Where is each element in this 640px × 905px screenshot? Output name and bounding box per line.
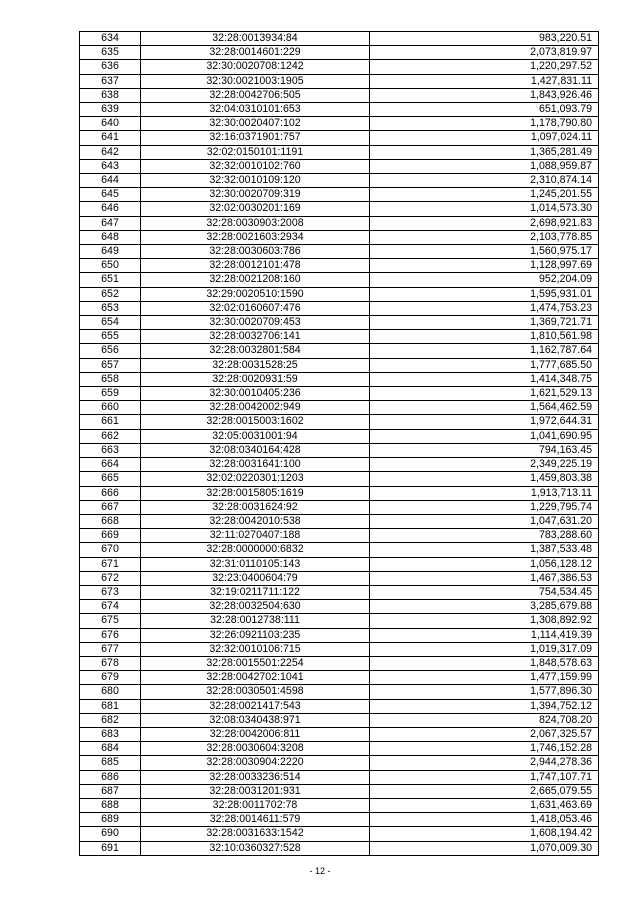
table-row: [80, 131, 599, 145]
cadastral-number-cell: 32:28:0020931:59: [141, 372, 370, 386]
row-number-cell: 686: [80, 770, 141, 784]
cadastral-number-cell: 32:28:0030603:786: [141, 245, 370, 259]
cadastral-number-cell: 32:02:0220301:1203: [141, 472, 370, 486]
value-cell: 1,474,753.23: [370, 301, 599, 315]
row-number-cell: 673: [80, 585, 141, 599]
table-row: [80, 387, 599, 401]
table-row: [80, 273, 599, 287]
value-cell: 1,114,419.39: [370, 628, 599, 642]
value-cell: 1,365,281.49: [370, 145, 599, 159]
value-cell: 824,708.20: [370, 713, 599, 727]
value-cell: 1,014,573.30: [370, 202, 599, 216]
row-number-cell: 688: [80, 798, 141, 812]
cadastral-number-cell: 32:28:0031641:100: [141, 458, 370, 472]
table-row: [80, 614, 599, 628]
value-cell: 2,944,278.36: [370, 756, 599, 770]
cadastral-number-cell: 32:28:0031633:1542: [141, 827, 370, 841]
cadastral-number-cell: 32:28:0033236:514: [141, 770, 370, 784]
value-cell: 1,220,297.52: [370, 60, 599, 74]
table-row: [80, 301, 599, 315]
value-cell: 1,047,631.20: [370, 514, 599, 528]
row-number-cell: 684: [80, 742, 141, 756]
table-row: [80, 458, 599, 472]
table-row: [80, 88, 599, 102]
table-row: [80, 557, 599, 571]
table-body: [80, 32, 599, 856]
table-row: [80, 756, 599, 770]
value-cell: 1,777,685.50: [370, 358, 599, 372]
row-number-cell: 638: [80, 88, 141, 102]
value-cell: 1,577,896.30: [370, 685, 599, 699]
table-row: [80, 514, 599, 528]
value-cell: 1,427,831.11: [370, 74, 599, 88]
value-cell: 1,088,959.87: [370, 159, 599, 173]
value-cell: 1,308,892.92: [370, 614, 599, 628]
page-number: - 12 -: [309, 866, 331, 876]
row-number-cell: 651: [80, 273, 141, 287]
value-cell: 2,067,325.57: [370, 727, 599, 741]
value-cell: 783,288.60: [370, 529, 599, 543]
value-cell: 1,972,644.31: [370, 415, 599, 429]
value-cell: 1,564,462.59: [370, 401, 599, 415]
cadastral-number-cell: 32:28:0030904:2220: [141, 756, 370, 770]
row-number-cell: 670: [80, 543, 141, 557]
cadastral-number-cell: 32:28:0015501:2254: [141, 656, 370, 670]
value-cell: 1,746,152.28: [370, 742, 599, 756]
value-cell: 1,162,787.64: [370, 344, 599, 358]
value-cell: 1,560,975.17: [370, 245, 599, 259]
cadastral-number-cell: 32:28:0021208:160: [141, 273, 370, 287]
cadastral-number-cell: 32:10:0360327:528: [141, 841, 370, 855]
table-row: [80, 472, 599, 486]
cadastral-number-cell: 32:02:0030201:169: [141, 202, 370, 216]
value-cell: 1,178,790.80: [370, 117, 599, 131]
cadastral-number-cell: 32:30:0020708:1242: [141, 60, 370, 74]
cadastral-number-cell: 32:28:0042002:949: [141, 401, 370, 415]
table-row: [80, 259, 599, 273]
table-row: [80, 671, 599, 685]
value-cell: 2,073,819.97: [370, 46, 599, 60]
cadastral-number-cell: 32:28:0031201:931: [141, 784, 370, 798]
row-number-cell: 643: [80, 159, 141, 173]
cadastral-number-cell: 32:30:0021003:1905: [141, 74, 370, 88]
cadastral-number-cell: 32:28:0042006:811: [141, 727, 370, 741]
table-row: [80, 32, 599, 46]
row-number-cell: 682: [80, 713, 141, 727]
value-cell: 2,349,225.19: [370, 458, 599, 472]
value-cell: 1,414,348.75: [370, 372, 599, 386]
value-cell: 1,810,561.98: [370, 330, 599, 344]
row-number-cell: 664: [80, 458, 141, 472]
table-row: [80, 287, 599, 301]
table-row: [80, 443, 599, 457]
row-number-cell: 690: [80, 827, 141, 841]
value-cell: 1,621,529.13: [370, 387, 599, 401]
value-cell: 1,459,803.38: [370, 472, 599, 486]
table-row: [80, 117, 599, 131]
cadastral-number-cell: 32:08:0340164:428: [141, 443, 370, 457]
cadastral-number-cell: 32:28:0031528:25: [141, 358, 370, 372]
table-row: [80, 330, 599, 344]
cadastral-number-cell: 32:28:0012101:478: [141, 259, 370, 273]
table-row: [80, 628, 599, 642]
row-number-cell: 659: [80, 387, 141, 401]
table-row: [80, 813, 599, 827]
table-row: [80, 585, 599, 599]
row-number-cell: 637: [80, 74, 141, 88]
row-number-cell: 644: [80, 174, 141, 188]
table-row: [80, 415, 599, 429]
row-number-cell: 662: [80, 429, 141, 443]
row-number-cell: 649: [80, 245, 141, 259]
table-row: [80, 358, 599, 372]
cadastral-number-cell: 32:28:0030903:2008: [141, 216, 370, 230]
table-row: [80, 372, 599, 386]
table-row: [80, 344, 599, 358]
table-row: [80, 742, 599, 756]
value-cell: 1,245,201.55: [370, 188, 599, 202]
value-cell: 1,608,194.42: [370, 827, 599, 841]
row-number-cell: 685: [80, 756, 141, 770]
table-row: [80, 600, 599, 614]
row-number-cell: 656: [80, 344, 141, 358]
cadastral-number-cell: 32:32:0010109:120: [141, 174, 370, 188]
cadastral-number-cell: 32:23:0400604:79: [141, 571, 370, 585]
table-row: [80, 770, 599, 784]
cadastral-number-cell: 32:30:0020407:102: [141, 117, 370, 131]
value-cell: 1,128,997.69: [370, 259, 599, 273]
value-cell: 1,056,128.12: [370, 557, 599, 571]
cadastral-number-cell: 32:32:0010102:760: [141, 159, 370, 173]
table-row: [80, 798, 599, 812]
cadastral-number-cell: 32:29:0020510:1590: [141, 287, 370, 301]
table-row: [80, 174, 599, 188]
table-row: [80, 245, 599, 259]
value-cell: 1,467,386.53: [370, 571, 599, 585]
row-number-cell: 634: [80, 32, 141, 46]
row-number-cell: 663: [80, 443, 141, 457]
value-cell: 2,698,921.83: [370, 216, 599, 230]
value-cell: 983,220.51: [370, 32, 599, 46]
row-number-cell: 646: [80, 202, 141, 216]
table-row: [80, 188, 599, 202]
cadastral-number-cell: 32:28:0021417:543: [141, 699, 370, 713]
row-number-cell: 655: [80, 330, 141, 344]
row-number-cell: 660: [80, 401, 141, 415]
table-row: [80, 642, 599, 656]
table-row: [80, 500, 599, 514]
row-number-cell: 675: [80, 614, 141, 628]
row-number-cell: 683: [80, 727, 141, 741]
value-cell: 2,103,778.85: [370, 230, 599, 244]
value-cell: 1,387,533.48: [370, 543, 599, 557]
cadastral-number-cell: 32:28:0014611:579: [141, 813, 370, 827]
cadastral-number-cell: 32:28:0013934:84: [141, 32, 370, 46]
value-cell: 1,369,721.71: [370, 316, 599, 330]
cadastral-number-cell: 32:02:0160607:476: [141, 301, 370, 315]
row-number-cell: 639: [80, 103, 141, 117]
value-cell: 1,913,713.11: [370, 486, 599, 500]
data-table: [79, 31, 599, 856]
table-row: [80, 827, 599, 841]
cadastral-number-cell: 32:02:0150101:1191: [141, 145, 370, 159]
cadastral-number-cell: 32:31:0110105:143: [141, 557, 370, 571]
row-number-cell: 687: [80, 784, 141, 798]
row-number-cell: 642: [80, 145, 141, 159]
row-number-cell: 691: [80, 841, 141, 855]
value-cell: 754,534.45: [370, 585, 599, 599]
table-row: [80, 401, 599, 415]
row-number-cell: 648: [80, 230, 141, 244]
row-number-cell: 650: [80, 259, 141, 273]
row-number-cell: 676: [80, 628, 141, 642]
value-cell: 1,097,024.11: [370, 131, 599, 145]
value-cell: 1,595,931.01: [370, 287, 599, 301]
value-cell: 3,285,679.88: [370, 600, 599, 614]
value-cell: 1,631,463.69: [370, 798, 599, 812]
cadastral-number-cell: 32:30:0020709:319: [141, 188, 370, 202]
row-number-cell: 652: [80, 287, 141, 301]
row-number-cell: 635: [80, 46, 141, 60]
table-row: [80, 699, 599, 713]
table-row: [80, 486, 599, 500]
cadastral-number-cell: 32:28:0042010:538: [141, 514, 370, 528]
table-row: [80, 656, 599, 670]
cadastral-number-cell: 32:28:0030501:4598: [141, 685, 370, 699]
value-cell: 1,070,009.30: [370, 841, 599, 855]
cadastral-number-cell: 32:28:0015805:1619: [141, 486, 370, 500]
value-cell: 1,843,926.46: [370, 88, 599, 102]
row-number-cell: 661: [80, 415, 141, 429]
row-number-cell: 677: [80, 642, 141, 656]
table-row: [80, 103, 599, 117]
row-number-cell: 672: [80, 571, 141, 585]
table-row: [80, 60, 599, 74]
row-number-cell: 666: [80, 486, 141, 500]
value-cell: 651,093.79: [370, 103, 599, 117]
value-cell: 1,747,107.71: [370, 770, 599, 784]
value-cell: 2,665,079.55: [370, 784, 599, 798]
table-row: [80, 529, 599, 543]
row-number-cell: 665: [80, 472, 141, 486]
value-cell: 794,163.45: [370, 443, 599, 457]
cadastral-number-cell: 32:26:0921103:235: [141, 628, 370, 642]
row-number-cell: 653: [80, 301, 141, 315]
cadastral-number-cell: 32:28:0032706:141: [141, 330, 370, 344]
table-row: [80, 216, 599, 230]
row-number-cell: 641: [80, 131, 141, 145]
table-row: [80, 841, 599, 855]
cadastral-number-cell: 32:30:0010405:236: [141, 387, 370, 401]
row-number-cell: 689: [80, 813, 141, 827]
cadastral-number-cell: 32:16:0371901:757: [141, 131, 370, 145]
cadastral-number-cell: 32:28:0042706:505: [141, 88, 370, 102]
table-row: [80, 713, 599, 727]
value-cell: 1,848,578.63: [370, 656, 599, 670]
row-number-cell: 679: [80, 671, 141, 685]
row-number-cell: 680: [80, 685, 141, 699]
row-number-cell: 636: [80, 60, 141, 74]
row-number-cell: 681: [80, 699, 141, 713]
cadastral-number-cell: 32:28:0015003:1602: [141, 415, 370, 429]
table-row: [80, 429, 599, 443]
cadastral-number-cell: 32:28:0031624:92: [141, 500, 370, 514]
cadastral-number-cell: 32:28:0014601:229: [141, 46, 370, 60]
value-cell: 1,041,690.95: [370, 429, 599, 443]
row-number-cell: 658: [80, 372, 141, 386]
row-number-cell: 657: [80, 358, 141, 372]
cadastral-number-cell: 32:28:0011702:78: [141, 798, 370, 812]
cadastral-number-cell: 32:11:0270407:188: [141, 529, 370, 543]
table-row: [80, 727, 599, 741]
cadastral-number-cell: 32:32:0010106:715: [141, 642, 370, 656]
row-number-cell: 674: [80, 600, 141, 614]
cadastral-number-cell: 32:19:0211711:122: [141, 585, 370, 599]
cadastral-number-cell: 32:05:0031001:94: [141, 429, 370, 443]
row-number-cell: 645: [80, 188, 141, 202]
cadastral-number-cell: 32:30:0020709:453: [141, 316, 370, 330]
table-row: [80, 571, 599, 585]
value-cell: 1,477,159.99: [370, 671, 599, 685]
row-number-cell: 667: [80, 500, 141, 514]
table-row: [80, 46, 599, 60]
row-number-cell: 678: [80, 656, 141, 670]
value-cell: 1,418,053.46: [370, 813, 599, 827]
cadastral-number-cell: 32:28:0032504:630: [141, 600, 370, 614]
value-cell: 1,019,317.09: [370, 642, 599, 656]
row-number-cell: 668: [80, 514, 141, 528]
row-number-cell: 654: [80, 316, 141, 330]
cadastral-number-cell: 32:28:0032801:584: [141, 344, 370, 358]
row-number-cell: 640: [80, 117, 141, 131]
cadastral-number-cell: 32:28:0000000:6832: [141, 543, 370, 557]
table-row: [80, 685, 599, 699]
row-number-cell: 669: [80, 529, 141, 543]
table-row: [80, 543, 599, 557]
value-cell: 952,204.09: [370, 273, 599, 287]
table-row: [80, 202, 599, 216]
value-cell: 1,394,752.12: [370, 699, 599, 713]
cadastral-number-cell: 32:28:0021603:2934: [141, 230, 370, 244]
cadastral-number-cell: 32:08:0340438:971: [141, 713, 370, 727]
cadastral-number-cell: 32:28:0012738:111: [141, 614, 370, 628]
row-number-cell: 647: [80, 216, 141, 230]
table-row: [80, 784, 599, 798]
table-row: [80, 145, 599, 159]
value-cell: 2,310,874.14: [370, 174, 599, 188]
table-row: [80, 159, 599, 173]
cadastral-number-cell: 32:28:0042702:1041: [141, 671, 370, 685]
cadastral-number-cell: 32:28:0030604:3208: [141, 742, 370, 756]
table-row: [80, 316, 599, 330]
cadastral-number-cell: 32:04:0310101:653: [141, 103, 370, 117]
value-cell: 1,229,795.74: [370, 500, 599, 514]
table-row: [80, 230, 599, 244]
row-number-cell: 671: [80, 557, 141, 571]
table-row: [80, 74, 599, 88]
